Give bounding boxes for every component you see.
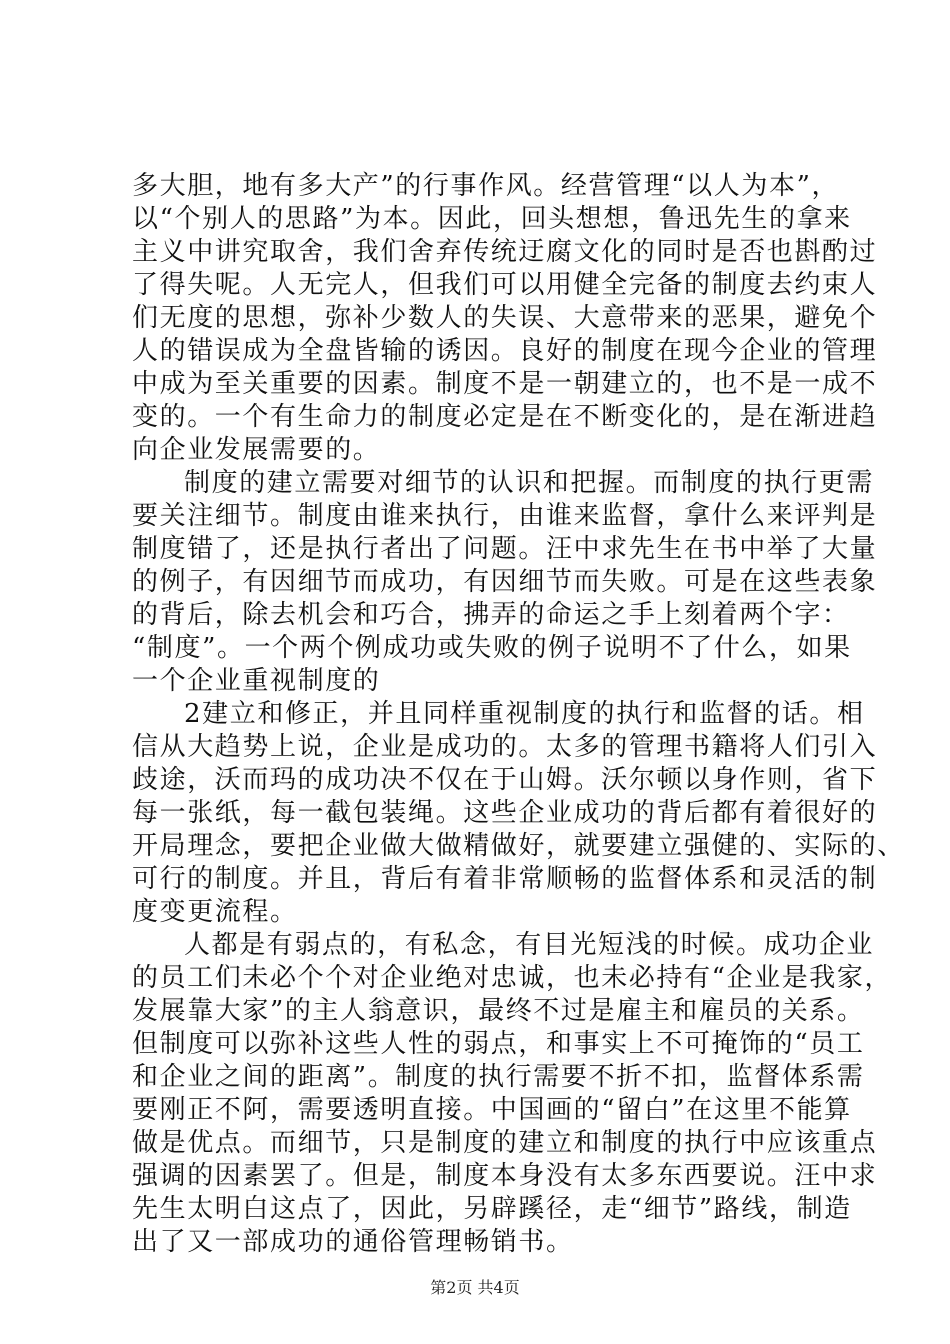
text-line: 主义中讲究取舍，我们舍弃传统迂腐文化的同时是否也斟酌过 bbox=[132, 237, 878, 267]
text-line: 们无度的思想，弥补少数人的失误、大意带来的恶果，避免个 bbox=[132, 303, 878, 333]
text-line: 每一张纸，每一截包装绳。这些企业成功的背后都有着很好的 bbox=[132, 798, 878, 828]
paragraph-start-line: 人都是有弱点的，有私念，有目光短浅的时候。成功企业 bbox=[184, 930, 875, 960]
text-line: 的例子，有因细节而成功，有因细节而失败。可是在这些表象 bbox=[132, 567, 878, 597]
text-line: 的背后，除去机会和巧合，拂弄的命运之手上刻着两个字： bbox=[132, 600, 850, 630]
text-line: 了得失呢。人无完人，但我们可以用健全完备的制度去约束人 bbox=[132, 270, 878, 300]
text-line: 强调的因素罢了。但是，制度本身没有太多东西要说。汪中求 bbox=[132, 1161, 878, 1191]
text-line: 出了又一部成功的通俗管理畅销书。 bbox=[132, 1227, 574, 1257]
page-number-footer: 第2页 共4页 bbox=[430, 1278, 520, 1297]
text-line: “制度”。一个两个例成功或失败的例子说明不了什么，如果 bbox=[132, 633, 852, 663]
text-line: 以“个别人的思路”为本。因此，回头想想，鲁迅先生的拿来 bbox=[132, 204, 852, 234]
text-line: 发展靠大家”的主人翁意识，最终不过是雇主和雇员的关系。 bbox=[132, 996, 865, 1026]
text-line: 要关注细节。制度由谁来执行，由谁来监督，拿什么来评判是 bbox=[132, 501, 878, 531]
text-line: 先生太明白这点了，因此，另辟蹊径，走“细节”路线，制造 bbox=[132, 1194, 852, 1224]
text-line: 向企业发展需要的。 bbox=[132, 435, 381, 465]
text-line: 要刚正不阿，需要透明直接。中国画的“留白”在这里不能算 bbox=[132, 1095, 852, 1125]
text-line: 人的错误成为全盘皆输的诱因。良好的制度在现今企业的管理 bbox=[132, 336, 878, 366]
text-line: 信从大趋势上说，企业是成功的。太多的管理书籍将人们引入 bbox=[132, 732, 878, 762]
text-line: 中成为至关重要的因素。制度不是一朝建立的，也不是一成不 bbox=[132, 369, 878, 399]
text-line: 但制度可以弥补这些人性的弱点，和事实上不可掩饰的“员工 bbox=[132, 1029, 865, 1059]
document-body bbox=[132, 170, 905, 1259]
text-line: 一个企业重视制度的 bbox=[132, 666, 381, 696]
paragraph-start-line: 制度的建立需要对细节的认识和把握。而制度的执行更需 bbox=[184, 468, 875, 498]
text-line: 制度错了，还是执行者出了问题。汪中求先生在书中举了大量 bbox=[132, 534, 878, 564]
text-line: 歧途，沃而玛的成功决不仅在于山姆。沃尔顿以身作则，省下 bbox=[132, 765, 878, 795]
text-line: 度变更流程。 bbox=[132, 897, 298, 927]
text-line: 开局理念，要把企业做大做精做好，就要建立强健的、实际的、 bbox=[132, 831, 905, 861]
text-line: 做是优点。而细节，只是制度的建立和制度的执行中应该重点 bbox=[132, 1128, 878, 1158]
text-line: 多大胆，地有多大产”的行事作风。经营管理“以人为本”， bbox=[132, 171, 840, 201]
text-line: 可行的制度。并且，背后有着非常顺畅的监督体系和灵活的制 bbox=[132, 864, 878, 894]
paragraph-start-line: 2建立和修正，并且同样重视制度的执行和监督的话。相 bbox=[184, 699, 865, 729]
text-line: 的员工们未必个个对企业绝对忠诚，也未必持有“企业是我家， bbox=[132, 963, 893, 993]
text-line: 变的。一个有生命力的制度必定是在不断变化的，是在渐进趋 bbox=[132, 402, 878, 432]
text-line: 和企业之间的距离”。制度的执行需要不折不扣，监督体系需 bbox=[132, 1062, 865, 1092]
